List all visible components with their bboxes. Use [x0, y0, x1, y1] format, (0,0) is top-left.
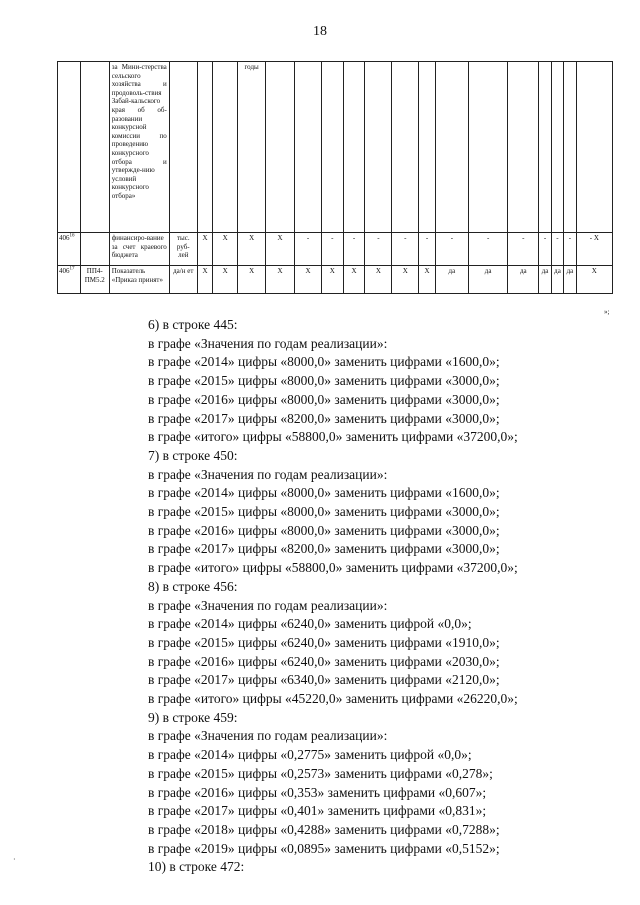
value-cell: - — [419, 233, 436, 266]
table-cell — [80, 62, 109, 233]
text-line: в графе «2014» цифры «8000,0» заменить цифрами «1600,0»; — [148, 354, 500, 370]
amendments-text — [148, 316, 608, 877]
table-cell — [508, 62, 539, 233]
table-cell — [197, 62, 213, 233]
text-line: в графе «2017» цифры «8200,0» заменить цифрами «3000,0»; — [148, 541, 500, 557]
value-cell: - X — [576, 233, 612, 266]
table-cell — [343, 62, 365, 233]
row-name-cell: финансиро-вание за счет краевого бюджета — [109, 233, 169, 266]
value-cell: X — [213, 233, 238, 266]
text-line: в графе «2017» цифры «8200,0» заменить цифрами «3000,0»; — [148, 410, 500, 426]
value-cell: X — [238, 266, 266, 294]
text-line: 9) в строке 459: — [148, 709, 238, 725]
margin-mark: · — [13, 855, 16, 864]
table-cell — [435, 62, 468, 233]
value-cell: - — [392, 233, 419, 266]
unit-cell: тыс. руб-лей — [169, 233, 197, 266]
text-line: в графе «2016» цифры «6240,0» заменить цифрами «2030,0»; — [148, 653, 500, 669]
table-cell — [266, 62, 295, 233]
value-cell: - — [295, 233, 322, 266]
value-cell: X — [197, 266, 213, 294]
value-cell: X — [365, 266, 392, 294]
value-cell: да — [508, 266, 539, 294]
value-cell: - — [508, 233, 539, 266]
table-cell — [213, 62, 238, 233]
value-cell: X — [197, 233, 213, 266]
value-cell: да — [435, 266, 468, 294]
value-cell: - — [564, 233, 576, 266]
value-cell: X — [576, 266, 612, 294]
text-line: 8) в строке 456: — [148, 578, 238, 594]
text-line: в графе «2014» цифры «0,2775» заменить цифрой «0,0»; — [148, 747, 472, 763]
text-line: в графе «2015» цифры «6240,0» заменить цифрами «1910,0»; — [148, 634, 500, 650]
table-cell — [576, 62, 612, 233]
table-cell — [295, 62, 322, 233]
text-line: в графе «итого» цифры «58800,0» заменить цифрами «37200,0»; — [148, 560, 518, 576]
value-cell: - — [435, 233, 468, 266]
text-line: в графе «2015» цифры «8000,0» заменить цифрами «3000,0»; — [148, 373, 500, 389]
text-line: в графе «2014» цифры «6240,0» заменить цифрой «0,0»; — [148, 616, 472, 632]
amendment-table — [57, 61, 613, 294]
text-line: 6) в строке 445: — [148, 317, 238, 332]
row-name-cell: Показатель «Приказ принят» — [109, 266, 169, 294]
text-line: в графе «2016» цифры «8000,0» заменить цифрами «3000,0»; — [148, 522, 500, 538]
text-line: в графе «2018» цифры «0,4288» заменить цифрами «0,7288»; — [148, 821, 500, 837]
text-line: в графе «2016» цифры «0,353» заменить цифрами «0,607»; — [148, 784, 487, 800]
value-cell: X — [295, 266, 322, 294]
value-cell: - — [551, 233, 563, 266]
text-line: в графе «Значения по годам реализации»: — [148, 597, 388, 613]
code-cell: ПП4-ПМ5.2 — [80, 266, 109, 294]
value-cell: - — [468, 233, 507, 266]
text-line: в графе «2017» цифры «6340,0» заменить цифрами «2120,0»; — [148, 672, 500, 688]
value-cell: X — [266, 266, 295, 294]
value-cell: да — [468, 266, 507, 294]
page-number: 18 — [313, 24, 327, 39]
table-cell — [468, 62, 507, 233]
text-line: в графе «Значения по годам реализации»: — [148, 335, 388, 351]
value-cell: - — [365, 233, 392, 266]
value-cell: - — [539, 233, 551, 266]
value-cell: X — [266, 233, 295, 266]
years-cell: годы — [238, 62, 266, 233]
text-line: в графе «2019» цифры «0,0895» заменить цифрами «0,5152»; — [148, 840, 500, 856]
text-line: 7) в строке 450: — [148, 447, 238, 463]
text-line: в графе «итого» цифры «45220,0» заменить цифрами «26220,0»; — [148, 691, 518, 707]
text-line: в графе «2016» цифры «8000,0» заменить цифрами «3000,0»; — [148, 391, 500, 407]
value-cell: X — [213, 266, 238, 294]
text-line: в графе «итого» цифры «58800,0» заменить цифрами «37200,0»; — [148, 429, 518, 445]
table-cell — [321, 62, 343, 233]
table-row — [58, 266, 613, 294]
value-cell: да — [564, 266, 576, 294]
table-row — [58, 233, 613, 266]
value-cell: да — [539, 266, 551, 294]
code-cell — [80, 233, 109, 266]
text-line: в графе «Значения по годам реализации»: — [148, 728, 388, 744]
table-cell — [392, 62, 419, 233]
unit-cell: да/н ет — [169, 266, 197, 294]
text-line: в графе «2015» цифры «8000,0» заменить цифрами «3000,0»; — [148, 504, 500, 520]
row-number-cell: $406^{16}$ — [58, 233, 81, 266]
value-cell: X — [343, 266, 365, 294]
table-end-mark: »; — [604, 308, 610, 316]
value-cell: да — [551, 266, 563, 294]
table-cell — [551, 62, 563, 233]
text-line: в графе «2015» цифры «0,2573» заменить цифрами «0,278»; — [148, 765, 493, 781]
table-cell — [419, 62, 436, 233]
row-number-cell: $406^{17}$ — [58, 266, 81, 294]
text-line: 10) в строке 472: — [148, 859, 245, 875]
value-cell: - — [321, 233, 343, 266]
table-cell — [365, 62, 392, 233]
value-cell: X — [419, 266, 436, 294]
table-cell — [539, 62, 551, 233]
table-cell — [564, 62, 576, 233]
table-cell — [169, 62, 197, 233]
value-cell: X — [238, 233, 266, 266]
table-row — [58, 62, 613, 233]
value-cell: - — [343, 233, 365, 266]
table-cell — [58, 62, 81, 233]
text-line: в графе «Значения по годам реализации»: — [148, 466, 388, 482]
text-line: в графе «2014» цифры «8000,0» заменить цифрами «1600,0»; — [148, 485, 500, 501]
value-cell: X — [321, 266, 343, 294]
value-cell: X — [392, 266, 419, 294]
row-name-cell: за Мини-стерства сельского хозяйства и продоволь-ствия Забай-кальского края об об-разовании конкурсной комиссии по проведению конкурсного отбора и утвержде-нию условий конкурсного отбора» — [109, 62, 169, 233]
text-line: в графе «2017» цифры «0,401» заменить цифрами «0,831»; — [148, 803, 487, 819]
